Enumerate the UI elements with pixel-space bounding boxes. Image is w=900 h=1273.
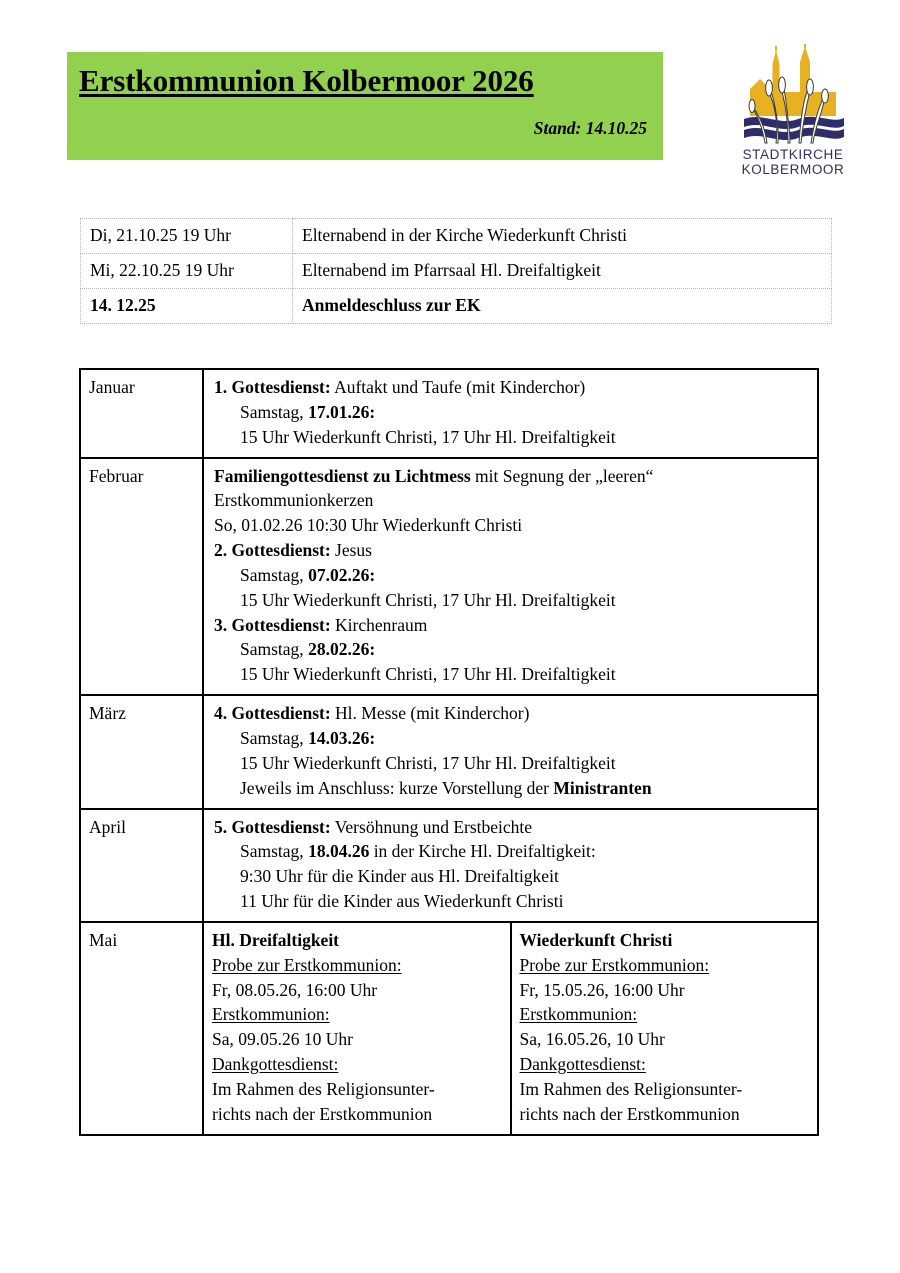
weekday-text: Samstag, <box>240 727 309 748</box>
parish-heading-text: Wiederkunft Christi <box>519 929 673 950</box>
communion-value: Sa, 09.05.26 10 Uhr <box>212 1029 353 1050</box>
service-text: Jesus <box>330 540 372 561</box>
thanksgiving-label-text: Dankgottesdienst: <box>519 1054 646 1075</box>
communion-label-text: Erstkommunion: <box>519 1004 638 1025</box>
thanksgiving-label-text: Dankgottesdienst: <box>212 1054 339 1075</box>
table-row-april <box>80 809 818 922</box>
communion-label-text: Erstkommunion: <box>212 1004 330 1025</box>
service-times: 15 Uhr Wiederkunft Christi, 17 Uhr Hl. Dreifaltigkeit <box>240 664 616 685</box>
stadtkirche-logo <box>736 44 856 184</box>
month-content-februar <box>203 458 818 696</box>
month-label: Mai <box>80 922 203 1135</box>
service-label: 5. Gottesdienst: <box>214 816 331 837</box>
service-label: 4. Gottesdienst: <box>214 703 331 724</box>
communion-value: Sa, 16.05.26, 10 Uhr <box>519 1029 665 1050</box>
title-banner <box>67 52 663 160</box>
parish-heading <box>520 928 812 953</box>
weekday-text: Samstag, <box>240 564 309 585</box>
revision-date: Stand: 14.10.25 <box>533 118 647 138</box>
ministrant-label: Ministranten <box>553 777 652 798</box>
service-line <box>214 375 811 400</box>
family-service-text: mit Segnung der „leeren“ Erstkommunionkerzen <box>214 465 654 511</box>
month-content-maerz <box>203 695 818 808</box>
family-service-line <box>214 464 811 514</box>
schedule-table <box>79 368 819 1136</box>
service-time-group-2: 11 Uhr für die Kinder aus Wiederkunft Christi <box>240 891 564 912</box>
thanksgiving-value-line2: richts nach der Erstkommunion <box>519 1103 740 1124</box>
thanksgiving-value-line2: richts nach der Erstkommunion <box>212 1103 433 1124</box>
rehearsal-label <box>520 953 812 978</box>
date-value: 14.03.26: <box>308 727 376 748</box>
thanksgiving-value-line1: Im Rahmen des Religionsunter- <box>212 1078 435 1099</box>
service-line <box>214 613 811 638</box>
month-label: Januar <box>80 369 203 458</box>
date-value: 07.02.26: <box>308 564 376 585</box>
month-label: Februar <box>80 458 203 696</box>
date-value: 28.02.26: <box>308 639 376 660</box>
date-value: 17.01.26: <box>308 401 376 422</box>
church-logo-icon <box>736 44 850 148</box>
rehearsal-label <box>212 953 504 978</box>
parish-heading-text: Hl. Dreifaltigkeit <box>212 929 340 950</box>
service-date-line <box>214 839 811 864</box>
family-service-datetime: So, 01.02.26 10:30 Uhr Wiederkunft Christi <box>214 515 523 536</box>
service-date-line <box>214 637 811 662</box>
table-row <box>81 254 832 289</box>
ministrant-note-text: Jeweils im Anschluss: kurze Vorstellung der <box>240 777 554 798</box>
ministrant-note <box>214 776 811 801</box>
table-row <box>81 219 832 254</box>
info-when: Di, 21.10.25 19 Uhr <box>81 219 293 254</box>
table-row-januar <box>80 369 818 458</box>
service-label: 1. Gottesdienst: <box>214 377 331 397</box>
service-text: Versöhnung und Erstbeichte <box>330 816 533 837</box>
thanksgiving-label <box>520 1052 812 1077</box>
info-when: Mi, 22.10.25 19 Uhr <box>81 254 293 289</box>
service-times: 15 Uhr Wiederkunft Christi, 17 Uhr Hl. Dreifaltigkeit <box>240 589 616 610</box>
service-times: 15 Uhr Wiederkunft Christi, 17 Uhr Hl. Dreifaltigkeit <box>240 752 616 773</box>
service-date-line <box>214 563 811 588</box>
location-text: in der Kirche Hl. Dreifaltigkeit: <box>369 841 596 862</box>
service-label: 3. Gottesdienst: <box>214 614 331 635</box>
table-row-deadline <box>81 289 832 324</box>
info-when: 14. 12.25 <box>81 289 293 324</box>
rehearsal-label-text: Probe zur Erstkommunion: <box>519 954 710 975</box>
communion-label <box>520 1002 812 1027</box>
service-text: Hl. Messe (mit Kinderchor) <box>330 703 530 724</box>
communion-label <box>212 1002 504 1027</box>
thanksgiving-value-line1: Im Rahmen des Religionsunter- <box>519 1078 743 1099</box>
table-row-mai <box>80 922 818 1135</box>
service-text: Kirchenraum <box>330 614 428 635</box>
service-line <box>214 538 811 563</box>
service-time-group-1: 9:30 Uhr für die Kinder aus Hl. Dreifaltigkeit <box>240 866 559 887</box>
month-content-januar <box>203 369 818 458</box>
parish-heading <box>212 928 504 953</box>
rehearsal-label-text: Probe zur Erstkommunion: <box>212 954 402 975</box>
logo-wordmark <box>736 148 850 177</box>
info-what: Elternabend in der Kirche Wiederkunft Christi <box>293 219 832 254</box>
service-line <box>214 815 811 840</box>
service-date-line <box>214 726 811 751</box>
service-label: 2. Gottesdienst: <box>214 540 331 561</box>
table-row-maerz <box>80 695 818 808</box>
month-label: April <box>80 809 203 922</box>
service-date-line <box>214 400 811 425</box>
table-row-februar <box>80 458 818 696</box>
info-what: Anmeldeschluss zur EK <box>293 289 832 324</box>
family-service-label: Familiengottesdienst zu Lichtmess <box>214 465 471 486</box>
month-content-april <box>203 809 818 922</box>
logo-wordmark-line2: KOLBERMOOR <box>741 161 845 177</box>
weekday-text: Samstag, <box>240 401 309 422</box>
rehearsal-value: Fr, 15.05.26, 16:00 Uhr <box>519 979 685 1000</box>
logo-wordmark-line1: STADTKIRCHE <box>742 147 844 162</box>
document-header <box>0 0 900 200</box>
parish-column-hl-dreifaltigkeit <box>203 922 511 1135</box>
service-times: 15 Uhr Wiederkunft Christi, 17 Uhr Hl. Dreifaltigkeit <box>240 426 616 447</box>
page-title: Erstkommunion Kolbermoor 2026 <box>79 63 534 98</box>
weekday-text: Samstag, <box>240 639 309 660</box>
weekday-text: Samstag, <box>240 841 309 862</box>
rehearsal-value: Fr, 08.05.26, 16:00 Uhr <box>212 979 378 1000</box>
thanksgiving-label <box>212 1052 504 1077</box>
service-text: Auftakt und Taufe (mit Kinderchor) <box>330 377 586 397</box>
parish-column-wiederkunft-christi <box>511 922 819 1135</box>
key-dates-table <box>80 218 832 324</box>
info-what: Elternabend im Pfarrsaal Hl. Dreifaltigkeit <box>293 254 832 289</box>
service-line <box>214 701 811 726</box>
date-value: 18.04.26 <box>308 841 370 862</box>
month-label: März <box>80 695 203 808</box>
